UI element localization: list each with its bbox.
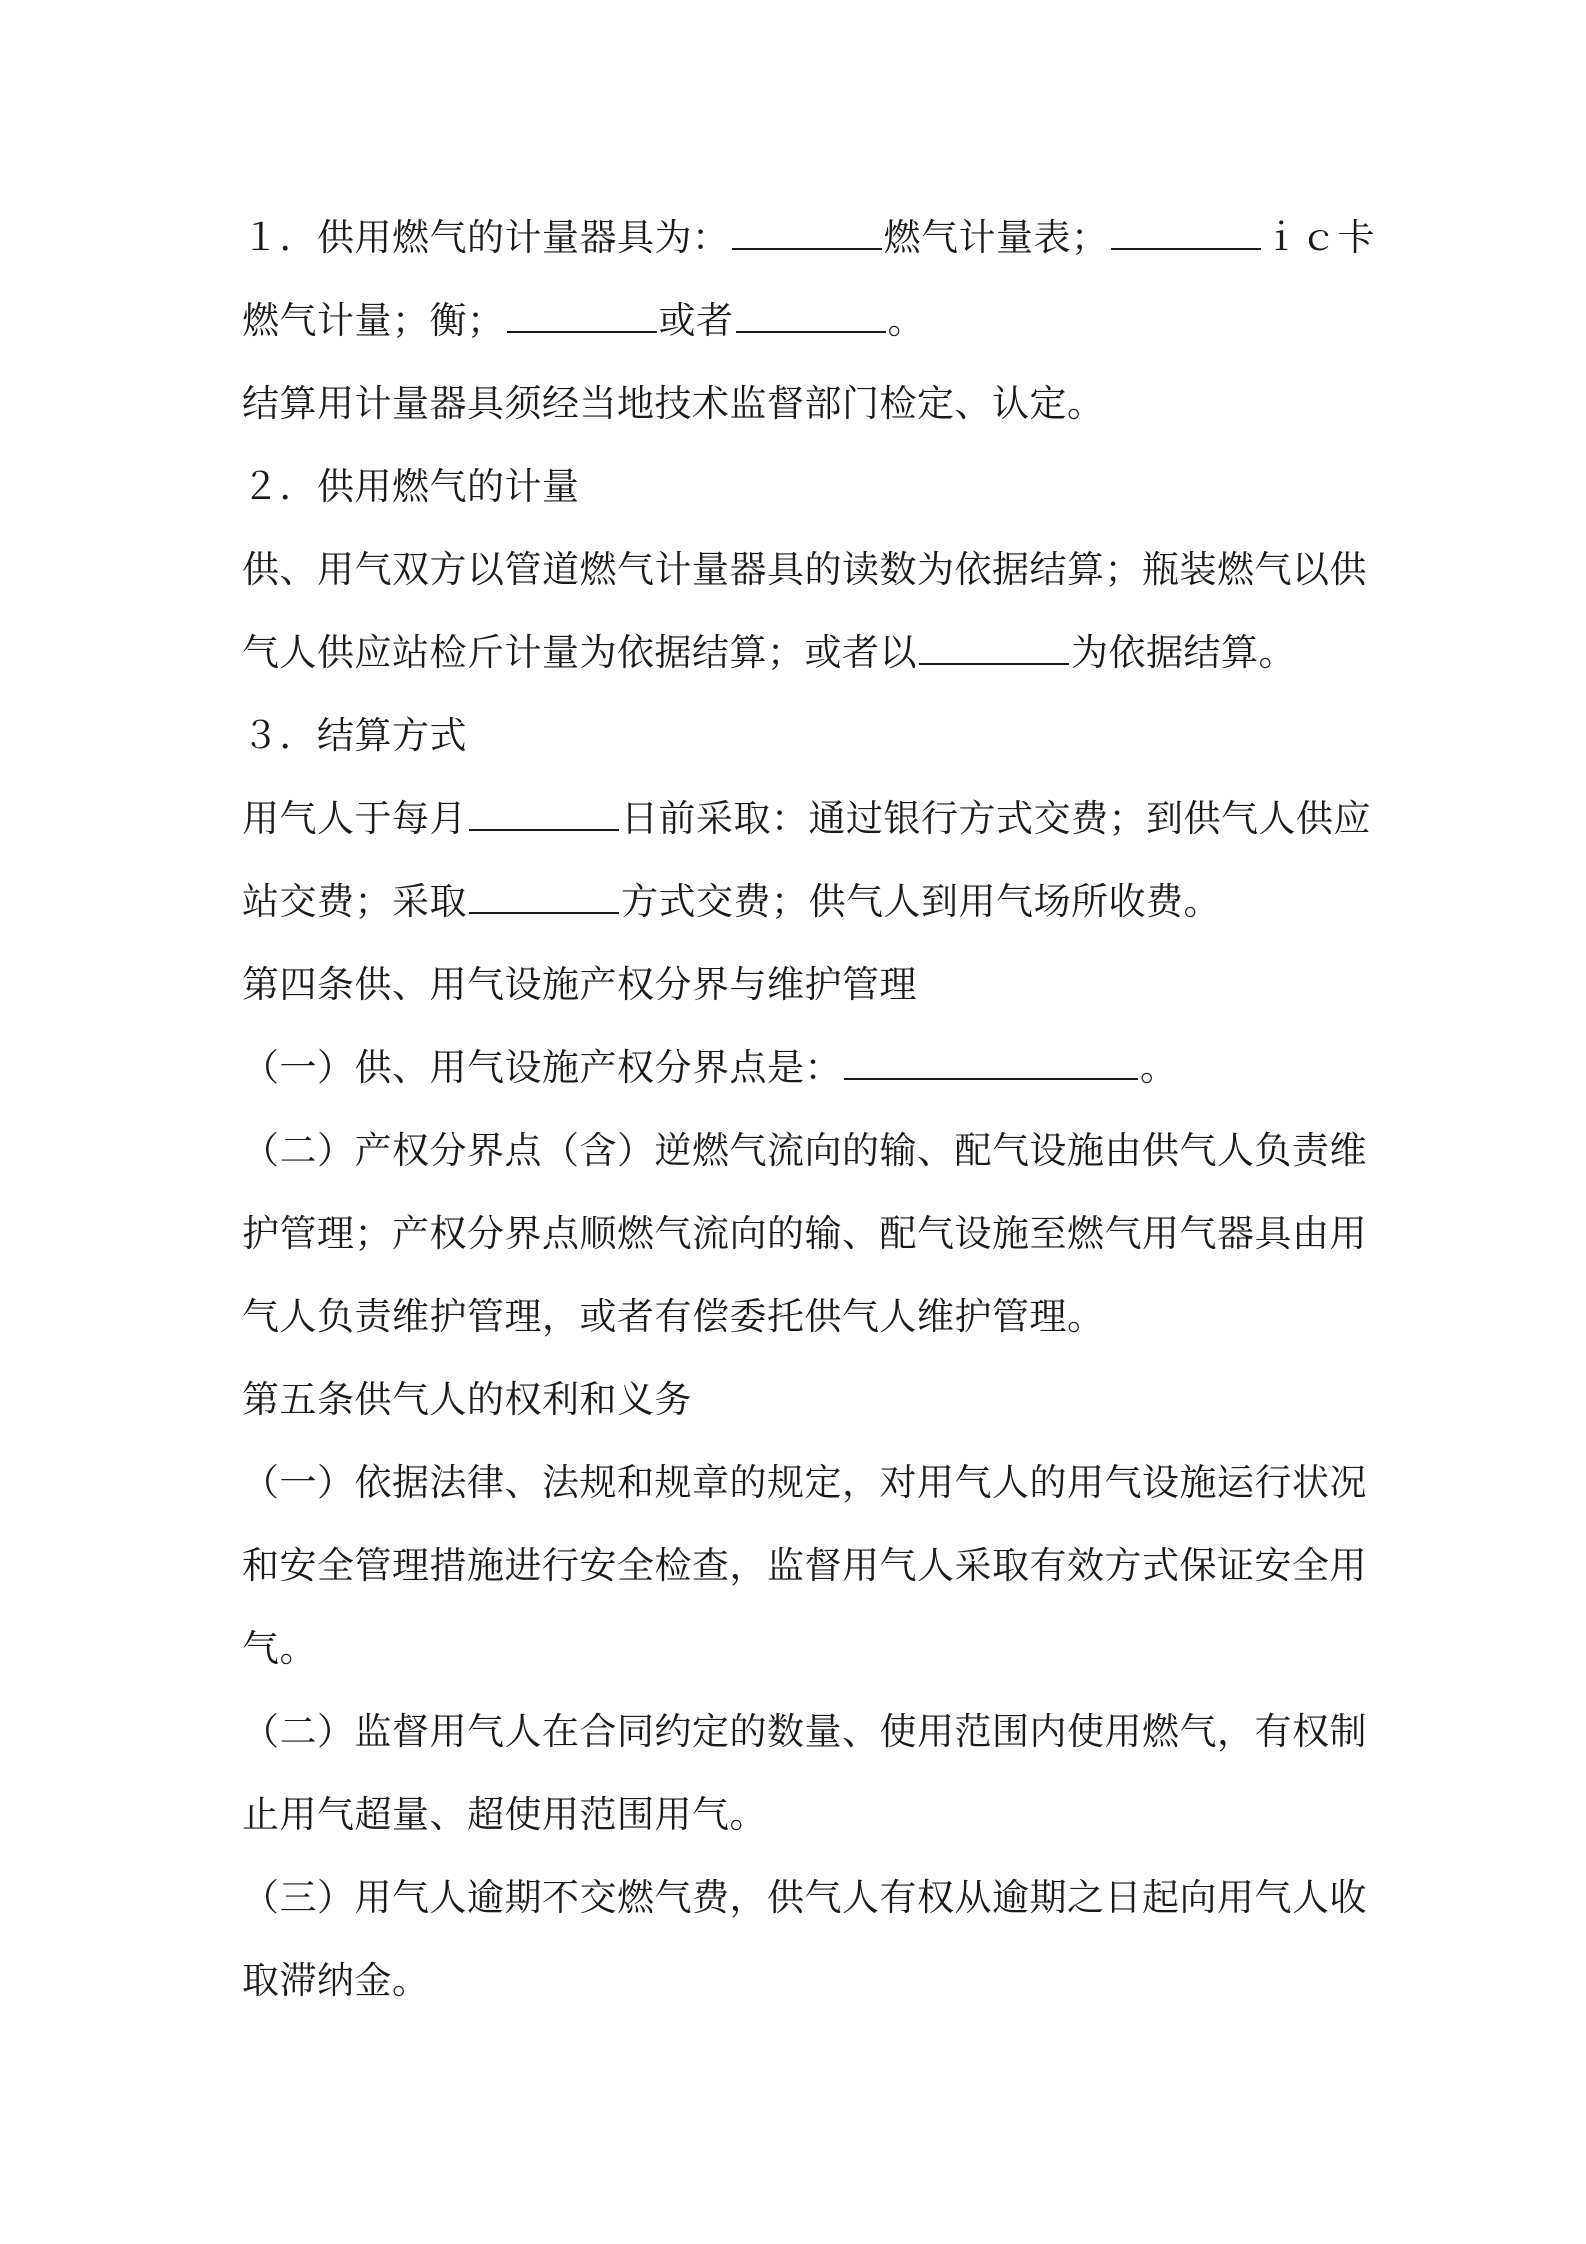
fill-in-blank (736, 301, 886, 333)
text-segment: 方式交费；供气人到用气场所收费。 (621, 880, 1221, 923)
text-line (242, 1939, 1362, 2022)
text-line (242, 860, 1362, 943)
text-segment: （二）产权分界点（含）逆燃气流向的输、配气设施由供气人负责维 (242, 1129, 1367, 1172)
fill-in-blank (919, 633, 1069, 665)
text-segment: 站交费；采取 (242, 880, 467, 923)
text-segment: 。 (887, 299, 925, 342)
text-line (242, 1607, 1362, 1690)
text-segment: 用气人于每月 (242, 797, 467, 840)
text-line (242, 1524, 1367, 1607)
text-line (242, 1773, 1362, 1856)
text-segment: 或者 (658, 299, 734, 342)
text-line (242, 196, 1375, 279)
text-line (242, 611, 1362, 694)
text-segment: 燃气计量；衡； (242, 299, 505, 342)
text-line (242, 1358, 1362, 1441)
fill-in-blank (732, 218, 882, 250)
text-segment: 止用气超量、超使用范围用气。 (242, 1793, 767, 1836)
text-segment: 日前采取：通过银行方式交费；到供气人供应 (621, 797, 1371, 840)
text-line (242, 943, 1362, 1026)
text-segment: 第五条供气人的权利和义务 (242, 1378, 692, 1421)
text-line (242, 528, 1367, 611)
text-segment: １．供用燃气的计量器具为： (242, 216, 730, 259)
fill-in-blank (1111, 218, 1261, 250)
text-line (242, 1441, 1367, 1524)
text-segment: 为依据结算。 (1071, 631, 1296, 674)
text-segment: ｉｃ卡 (1262, 216, 1375, 259)
text-segment: ２．供用燃气的计量 (242, 465, 580, 508)
text-segment: 燃气计量表； (883, 216, 1109, 259)
text-line (242, 1192, 1367, 1275)
text-segment: 第四条供、用气设施产权分界与维护管理 (242, 963, 917, 1006)
text-line (242, 1026, 1362, 1109)
text-segment: 。 (1140, 1046, 1178, 1089)
text-line (242, 362, 1362, 445)
text-segment: 取滞纳金。 (242, 1959, 430, 2002)
text-segment: （一）供、用气设施产权分界点是： (242, 1046, 842, 1089)
fill-in-blank (844, 1048, 1138, 1080)
fill-in-blank (469, 882, 619, 914)
document-body (242, 196, 1375, 2022)
fill-in-blank (507, 301, 657, 333)
text-line (242, 777, 1371, 860)
text-segment: 护管理；产权分界点顺燃气流向的输、配气设施至燃气用气器具由用 (242, 1212, 1367, 1255)
text-segment: 气。 (242, 1627, 317, 1670)
fill-in-blank (469, 799, 619, 831)
text-segment: 和安全管理措施进行安全检查，监督用气人采取有效方式保证安全用 (242, 1544, 1367, 1587)
text-line (242, 445, 1362, 528)
text-segment: 气人负责维护管理，或者有偿委托供气人维护管理。 (242, 1295, 1105, 1338)
text-segment: 供、用气双方以管道燃气计量器具的读数为依据结算；瓶装燃气以供 (242, 548, 1367, 591)
text-segment: 结算用计量器具须经当地技术监督部门检定、认定。 (242, 382, 1105, 425)
text-segment: （二）监督用气人在合同约定的数量、使用范围内使用燃气，有权制 (242, 1710, 1367, 1753)
text-segment: （三）用气人逾期不交燃气费，供气人有权从逾期之日起向用气人收 (242, 1876, 1367, 1919)
text-line (242, 1690, 1367, 1773)
text-line (242, 1109, 1367, 1192)
text-line (242, 1275, 1362, 1358)
text-segment: （一）依据法律、法规和规章的规定，对用气人的用气设施运行状况 (242, 1461, 1367, 1504)
text-line (242, 279, 1362, 362)
text-line (242, 1856, 1367, 1939)
text-segment: ３．结算方式 (242, 714, 467, 757)
text-line (242, 694, 1362, 777)
text-segment: 气人供应站检斤计量为依据结算；或者以 (242, 631, 917, 674)
